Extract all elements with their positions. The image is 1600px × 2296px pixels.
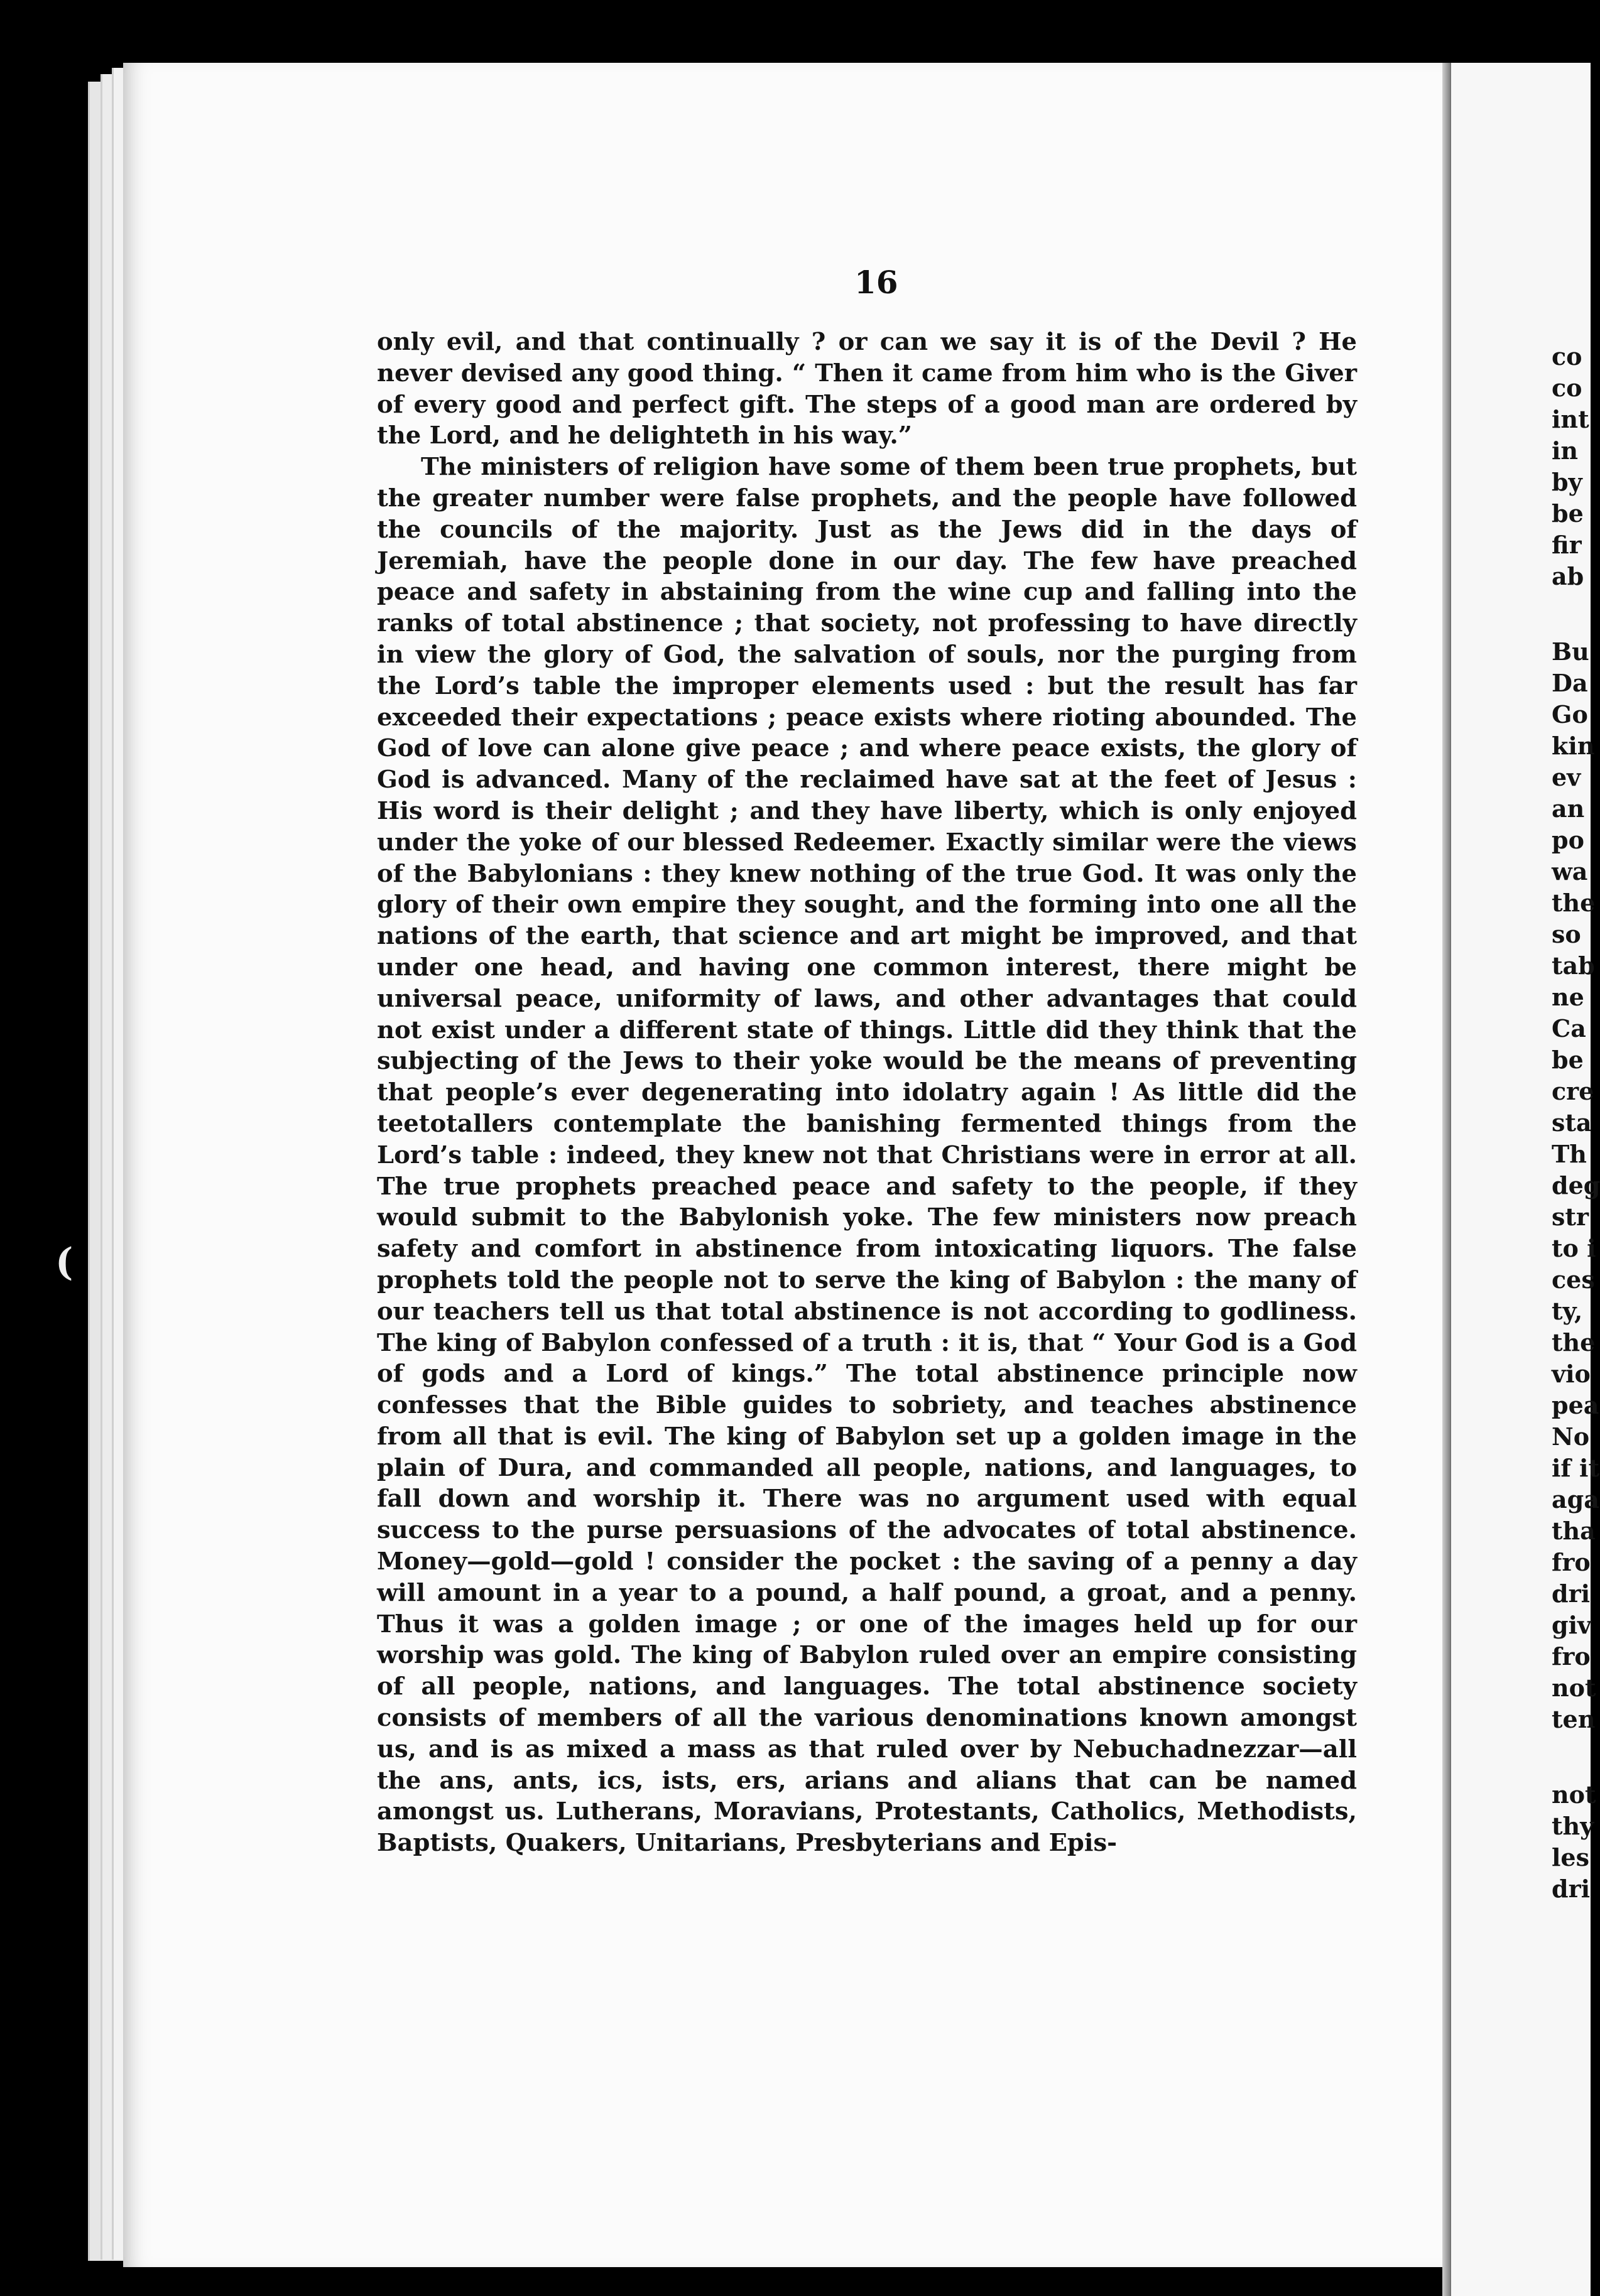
facing-fragment: fro (1552, 1548, 1591, 1576)
facing-fragment: No (1552, 1422, 1590, 1451)
page-number: 16 (854, 264, 898, 301)
facing-fragment: the (1552, 889, 1596, 917)
facing-fragment: aga (1552, 1485, 1599, 1514)
facing-fragment: cre (1552, 1077, 1594, 1105)
facing-fragment: wa (1552, 857, 1588, 885)
facing-fragment: by (1552, 468, 1582, 496)
facing-fragment: ab (1552, 562, 1584, 590)
margin-mark: ( (55, 1240, 73, 1284)
paragraph-continuation: only evil, and that continually ? or can we say it is of the Devil ? He never devised any good thing. “ Then it came from him who is the Giver of every good and perfect gift. The steps of a good man are ordered by the Lord, and he delighteth in his way.” (377, 328, 1357, 450)
facing-fragment: dri (1552, 1579, 1591, 1608)
facing-fragment: fir (1552, 531, 1582, 559)
facing-fragment: in (1552, 436, 1579, 465)
facing-fragment: giv (1552, 1611, 1592, 1639)
facing-fragment: Ca (1552, 1014, 1586, 1042)
facing-fragment: Da (1552, 669, 1588, 697)
facing-fragment: thy (1552, 1812, 1594, 1840)
facing-fragment: po (1552, 826, 1584, 854)
facing-fragment: the (1552, 1328, 1596, 1356)
facing-fragment: co (1552, 342, 1582, 371)
facing-fragment: to i (1552, 1234, 1596, 1262)
facing-fragment: tha (1552, 1517, 1596, 1545)
facing-fragment: ne (1552, 983, 1584, 1011)
facing-fragment: int (1552, 405, 1589, 433)
facing-fragment: str (1552, 1203, 1589, 1231)
facing-fragment: vio (1552, 1360, 1591, 1388)
facing-fragment: ten (1552, 1705, 1596, 1733)
facing-fragment: Go (1552, 700, 1588, 728)
facing-fragment: be (1552, 499, 1584, 528)
facing-fragment: dri (1552, 1875, 1591, 1903)
facing-fragment: if it (1552, 1454, 1599, 1482)
facing-fragment: not (1552, 1674, 1596, 1702)
facing-fragment: ces (1552, 1265, 1595, 1294)
facing-fragment: be (1552, 1046, 1584, 1074)
facing-fragment: not (1552, 1780, 1596, 1809)
facing-fragment: deg (1552, 1171, 1600, 1199)
body-text (377, 327, 1357, 1859)
facing-fragment: Bu (1552, 637, 1589, 666)
facing-fragment: ev (1552, 763, 1581, 791)
paragraph-main: The ministers of religion have some of them been true prophets, but the greater number were false prophets, and the people have followed the councils of the majority. Just as the Jews did in the days of Jeremiah, have the people done in our day. The few have preached peace and safety in abstaining from the wine cup and falling into the ranks of total abstinence ; that society, not professing to have directly in view the glory of God, the salvation of souls, nor the purging from the Lord’s table the improper elements used : but the result has far exceeded their expectations ; peace exists where rioting abounded. The God of love can alone give peace ; and where peace exists, the glory of God is advanced. Many of the reclaimed have sat at the feet of Jesus : His word is their delight ; and they have liberty, which is only enjoyed under the yoke of our blessed Redeemer. Exactly similar were the views of the Babylonians : they knew nothing of the true God. It was only the glory of their own empire they sought, and the forming into one all the nations of the earth, that science and art might be improved, and that under one head, and having one common interest, there might be universal peace, uniformity of laws, and other advantages that could not exist under a different state of things. Little did they think that the subjecting of the Jews to their yoke would be the means of preventing that people’s ever degenerating into idolatry again ! As little did the teetotallers contemplate the banishing fermented things from the Lord’s table : indeed, they knew not that Christians were in error at all. The true prophets preached peace and safety to the people, if they would submit to the Babylonish yoke. The few ministers now preach safety and comfort in abstinence from intoxicating liquors. The false prophets told the people not to serve the king of Babylon : the many of our teachers tell us that total abstinence is not according to godliness. The king of Babylon confessed of a truth : it is, that “ Your God is a God of gods and a Lord of kings.” The total abstinence principle now confesses that the Bible guides to sobriety, and teaches abstinence from all that is evil. The king of Babylon set up a golden image in the plain of Dura, and commanded all people, nations, and languages, to fall down and worship it. There was no argument used with equal success to the purse persuasions of the advocates of total abstinence. Money—gold—gold ! consider the pocket : the saving of a penny a day will amount in a year to a pound, a half pound, a groat, and a penny. Thus it was a golden image ; or one of the images held up for our worship was gold. The king of Babylon ruled over an empire consisting of all people, nations, and languages. The total abstinence society consists of members of all the various denominations known amongst us, and is as mixed a mass as that ruled over by Nebuchadnezzar—all the ans, ants, ics, ists, ers, arians and alians that can be named amongst us. Lutherans, Moravians, Protestants, Catholics, Methodists, Baptists, Quakers, Unitarians, Presbyterians and Epis- (377, 453, 1357, 1858)
facing-fragment: pea (1552, 1391, 1599, 1419)
facing-fragment: tab (1552, 951, 1595, 980)
facing-fragment: sta (1552, 1108, 1592, 1137)
facing-fragment: ty, (1552, 1297, 1583, 1325)
facing-fragment: les (1552, 1843, 1590, 1871)
facing-fragment: fro (1552, 1642, 1591, 1671)
facing-fragment: so (1552, 920, 1581, 948)
facing-fragment: kin (1552, 732, 1595, 760)
facing-fragment: co (1552, 374, 1582, 402)
facing-fragment: an (1552, 794, 1585, 823)
facing-fragment: Th (1552, 1140, 1587, 1168)
